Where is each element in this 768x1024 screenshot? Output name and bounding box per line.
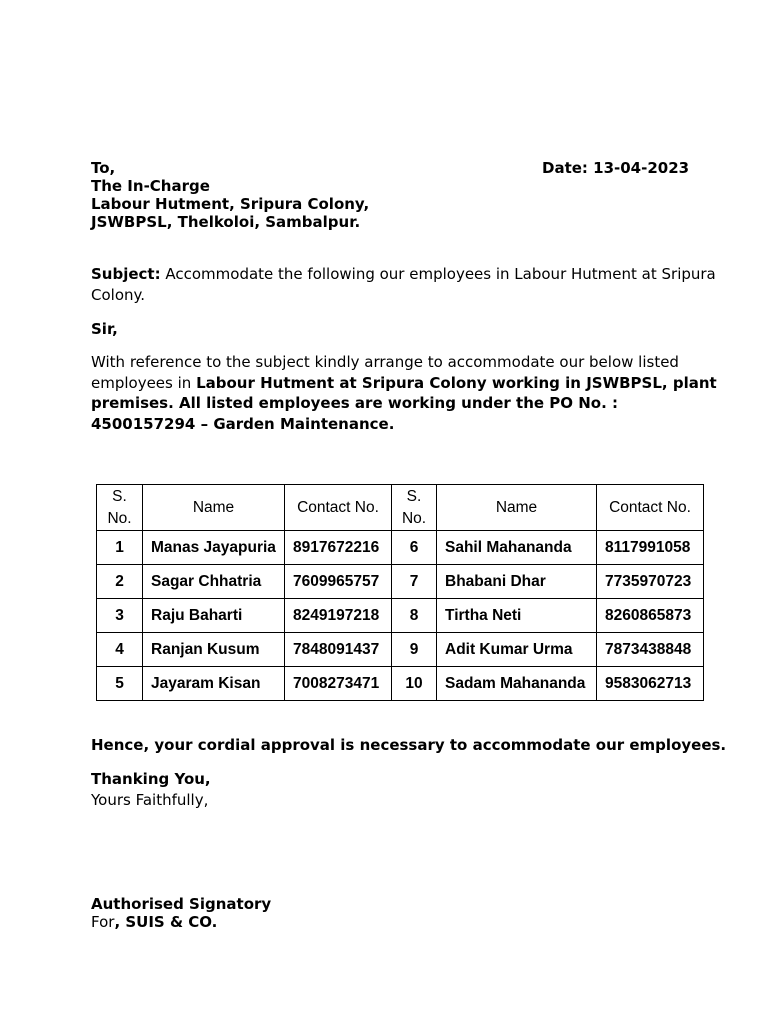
cell-sno: 4 [97,633,143,667]
table-row [97,531,704,565]
table-row [97,667,704,701]
cell-name: Manas Jayapuria [143,531,285,565]
cell-name: Adit Kumar Urma [437,633,597,667]
cell-name: Ranjan Kusum [143,633,285,667]
header-sno-2: S. No. [392,485,437,531]
cell-sno: 1 [97,531,143,565]
body-line-1: With reference to the subject kindly arrange to accommodate our below listed [91,353,679,371]
cell-name: Sagar Chhatria [143,565,285,599]
approval-line: Hence, your cordial approval is necessary to accommodate our employees. [91,736,727,754]
cell-sno: 9 [392,633,437,667]
body-line-2-bold: Labour Hutment at Sripura Colony working in JSWBPSL, plant [196,373,717,392]
header-name-1: Name [143,485,285,531]
cell-name: Sadam Mahananda [437,667,597,701]
for-prefix: For [91,913,115,931]
cell-sno: 6 [392,531,437,565]
cell-sno: 7 [392,565,437,599]
cell-name: Bhabani Dhar [437,565,597,599]
date-line: Date: 13-04-2023 [542,159,690,177]
cell-contact: 7873438848 [597,633,704,667]
table-header-row [97,485,704,531]
header-contact-1: Contact No. [285,485,392,531]
cell-contact: 8249197218 [285,599,392,633]
address-line-2: Labour Hutment, Sripura Colony, [91,195,370,213]
signatory-title: Authorised Signatory [91,895,272,913]
cell-name: Raju Baharti [143,599,285,633]
header-name-2: Name [437,485,597,531]
thanking-line: Thanking You, [91,770,211,788]
company-line [91,913,217,931]
cell-name: Sahil Mahananda [437,531,597,565]
cell-contact: 7609965757 [285,565,392,599]
table-row [97,633,704,667]
cell-contact: 8917672216 [285,531,392,565]
cell-sno: 10 [392,667,437,701]
cell-sno: 2 [97,565,143,599]
cell-contact: 7848091437 [285,633,392,667]
cell-contact: 8117991058 [597,531,704,565]
subject-text-line-2: Colony. [91,286,146,304]
table-row [97,565,704,599]
subject-label: Subject: [91,265,161,283]
cell-contact: 7008273471 [285,667,392,701]
table-row [97,599,704,633]
body-line-2-normal: employees in [91,373,197,392]
cell-name: Tirtha Neti [437,599,597,633]
body-line-4: 4500157294 – Garden Maintenance. [91,414,395,433]
yours-faithfully: Yours Faithfully, [91,791,209,809]
cell-contact: 9583062713 [597,667,704,701]
body-paragraph [91,352,741,434]
company-name: , SUIS & CO. [114,913,218,931]
address-line-3: JSWBPSL, Thelkoloi, Sambalpur. [91,213,361,231]
cell-sno: 5 [97,667,143,701]
cell-name: Jayaram Kisan [143,667,285,701]
body-line-3: premises. All listed employees are working under the PO No. : [91,394,619,412]
header-sno-1: S. No. [97,485,143,531]
salutation: Sir, [91,320,118,338]
cell-sno: 8 [392,599,437,633]
subject-text-line-1: Accommodate the following our employees in Labour Hutment at Sripura [160,265,716,283]
header-contact-2: Contact No. [597,485,704,531]
address-line-1: The In-Charge [91,177,210,195]
cell-contact: 7735970723 [597,565,704,599]
to-line: To, [91,159,116,177]
subject-block [91,264,731,306]
cell-sno: 3 [97,599,143,633]
employee-table [96,484,704,701]
cell-contact: 8260865873 [597,599,704,633]
